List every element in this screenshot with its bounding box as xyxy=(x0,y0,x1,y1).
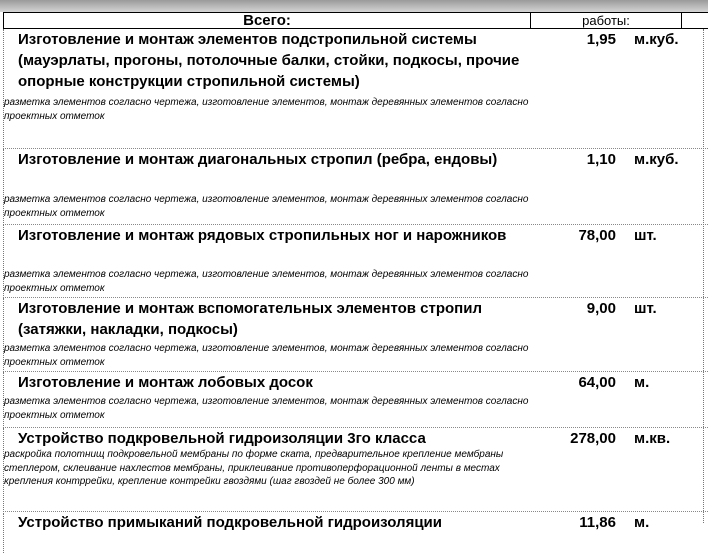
work-title: Изготовление и монтаж рядовых стропильных ног и нарожников xyxy=(18,227,507,244)
header-work-cell xyxy=(530,12,682,29)
quantity-value: 11,86 xyxy=(579,514,616,531)
work-description: разметка элементов согласно чертежа, изготовление элементов, монтаж деревянных элементов согласно проектных отметок xyxy=(4,343,529,368)
quantity-value: 1,95 xyxy=(586,31,616,48)
work-description: разметка элементов согласно чертежа, изготовление элементов, монтаж деревянных элементов согласно проектных отметок xyxy=(4,396,529,421)
toolbar-band xyxy=(0,0,708,12)
unit-label: м. xyxy=(634,514,650,531)
table-row xyxy=(3,513,708,553)
work-description: разметка элементов согласно чертежа, изготовление элементов, монтаж деревянных элементов согласно проектных отметок xyxy=(4,269,529,294)
quantity-value: 9,00 xyxy=(586,300,616,317)
work-title: Изготовление и монтаж диагональных стропил (ребра, ендовы) xyxy=(18,151,498,168)
quantity-value: 278,00 xyxy=(570,430,616,447)
quantity-value: 78,00 xyxy=(578,227,616,244)
unit-label: шт. xyxy=(634,300,657,317)
table-row xyxy=(3,225,708,298)
table-row xyxy=(3,428,708,512)
unit-label: м. xyxy=(634,374,650,391)
header-extra-cell xyxy=(681,12,708,29)
header-total-cell xyxy=(3,12,531,29)
work-title: Изготовление и монтаж лобовых досок xyxy=(18,374,313,391)
table-row xyxy=(3,372,708,428)
work-description: раскройка полотнищ подкровельной мембраны по форме ската, предварительное крепление мембраны степлером, склеивание нахлестов мембраны, приклеивание противоперфорационной ленты в местах крепления контррейки, крепление контрейки гвоздями (шаг гвоздей не более 300 мм) xyxy=(4,449,504,487)
header-total-label: Всего: xyxy=(243,12,291,29)
work-title: Устройство примыканий подкровельной гидроизоляции xyxy=(18,514,442,531)
work-title: Изготовление и монтаж вспомогательных элементов стропил (затяжки, накладки, подкосы) xyxy=(18,300,482,338)
table-row xyxy=(3,149,708,225)
unit-label: м.куб. xyxy=(634,31,679,48)
unit-label: м.куб. xyxy=(634,151,679,168)
quantity-value: 64,00 xyxy=(578,374,616,391)
right-border-line xyxy=(703,29,704,523)
work-description: разметка элементов согласно чертежа, изготовление элементов, монтаж деревянных элементов согласно проектных отметок xyxy=(4,194,529,219)
quantity-value: 1,10 xyxy=(586,151,616,168)
table-row xyxy=(3,29,708,149)
table-row xyxy=(3,298,708,372)
work-title: Изготовление и монтаж элементов подстропильной системы (мауэрлаты, прогоны, потолочные балки, стойки, подкосы, прочие опорные конструкции стропильной системы) xyxy=(18,31,520,90)
unit-label: шт. xyxy=(634,227,657,244)
unit-label: м.кв. xyxy=(634,430,671,447)
header-work-label: работы: xyxy=(582,13,630,28)
work-description: разметка элементов согласно чертежа, изготовление элементов, монтаж деревянных элементов согласно проектных отметок xyxy=(4,97,529,122)
work-title: Устройство подкровельной гидроизоляции 3го класса xyxy=(18,430,426,447)
